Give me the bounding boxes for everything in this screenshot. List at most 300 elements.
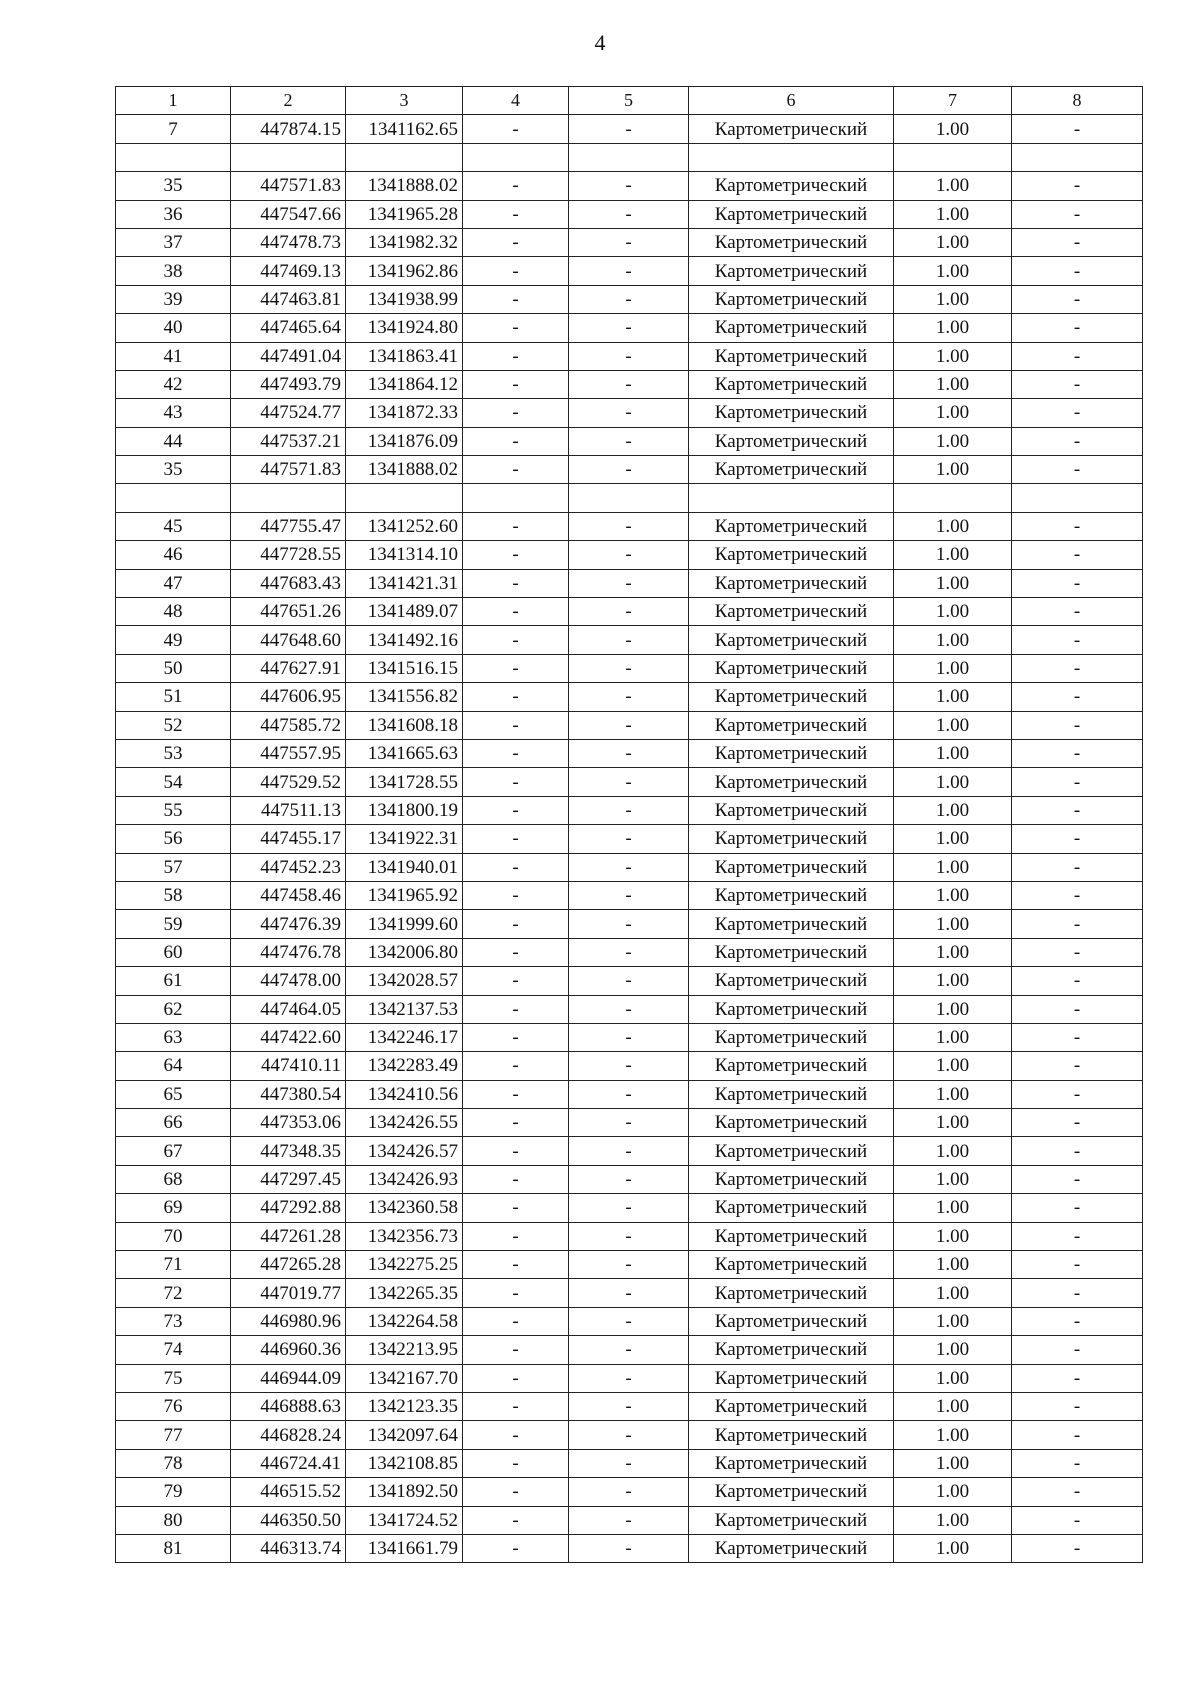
x-coordinate-cell: 446350.50 xyxy=(231,1506,346,1534)
col-4-cell: - xyxy=(463,825,569,853)
col-8-cell: - xyxy=(1012,967,1143,995)
method-cell: Картометрический xyxy=(689,1364,894,1392)
col-8-cell: - xyxy=(1012,512,1143,540)
point-number-cell: 36 xyxy=(116,200,231,228)
y-coordinate-cell: 1341888.02 xyxy=(346,456,463,484)
col-4-cell: - xyxy=(463,626,569,654)
x-coordinate-cell: 447524.77 xyxy=(231,399,346,427)
x-coordinate-cell: 447476.78 xyxy=(231,938,346,966)
col-8-cell: - xyxy=(1012,995,1143,1023)
point-number-cell: 35 xyxy=(116,456,231,484)
col-8-cell: - xyxy=(1012,314,1143,342)
col-8-cell: - xyxy=(1012,1336,1143,1364)
table-row xyxy=(116,399,1143,427)
y-coordinate-cell xyxy=(346,484,463,512)
col-8-cell: - xyxy=(1012,1506,1143,1534)
method-cell: Картометрический xyxy=(689,683,894,711)
method-cell: Картометрический xyxy=(689,1222,894,1250)
col-4-cell: - xyxy=(463,541,569,569)
col-4-cell: - xyxy=(463,314,569,342)
x-coordinate-cell: 447261.28 xyxy=(231,1222,346,1250)
col-5-cell: - xyxy=(569,825,689,853)
accuracy-cell: 1.00 xyxy=(894,456,1012,484)
col-5-cell: - xyxy=(569,938,689,966)
x-coordinate-cell: 447465.64 xyxy=(231,314,346,342)
header-cell-5: 5 xyxy=(569,87,689,115)
table-row xyxy=(116,938,1143,966)
accuracy-cell: 1.00 xyxy=(894,115,1012,143)
col-5-cell: - xyxy=(569,853,689,881)
method-cell: Картометрический xyxy=(689,541,894,569)
x-coordinate-cell: 446960.36 xyxy=(231,1336,346,1364)
table-row xyxy=(116,1052,1143,1080)
col-5-cell: - xyxy=(569,768,689,796)
col-5-cell: - xyxy=(569,456,689,484)
col-5-cell: - xyxy=(569,1506,689,1534)
table-row xyxy=(116,626,1143,654)
col-8-cell: - xyxy=(1012,626,1143,654)
x-coordinate-cell: 446515.52 xyxy=(231,1478,346,1506)
accuracy-cell: 1.00 xyxy=(894,598,1012,626)
point-number-cell: 37 xyxy=(116,228,231,256)
y-coordinate-cell: 1342360.58 xyxy=(346,1194,463,1222)
table-row xyxy=(116,257,1143,285)
table-row xyxy=(116,541,1143,569)
x-coordinate-cell: 447557.95 xyxy=(231,739,346,767)
col-5-cell: - xyxy=(569,1279,689,1307)
header-cell-8: 8 xyxy=(1012,87,1143,115)
col-8-cell: - xyxy=(1012,1137,1143,1165)
y-coordinate-cell: 1342426.55 xyxy=(346,1109,463,1137)
table-row xyxy=(116,796,1143,824)
col-4-cell: - xyxy=(463,1194,569,1222)
accuracy-cell: 1.00 xyxy=(894,1307,1012,1335)
point-number-cell: 58 xyxy=(116,881,231,909)
page-number: 4 xyxy=(594,30,606,55)
col-4-cell: - xyxy=(463,967,569,995)
method-cell: Картометрический xyxy=(689,825,894,853)
col-8-cell: - xyxy=(1012,1109,1143,1137)
table-row xyxy=(116,739,1143,767)
y-coordinate-cell: 1341314.10 xyxy=(346,541,463,569)
accuracy-cell: 1.00 xyxy=(894,1534,1012,1562)
point-number-cell xyxy=(116,484,231,512)
table-row xyxy=(116,115,1143,143)
point-number-cell: 44 xyxy=(116,427,231,455)
y-coordinate-cell xyxy=(346,143,463,171)
col-8-cell: - xyxy=(1012,598,1143,626)
accuracy-cell: 1.00 xyxy=(894,881,1012,909)
x-coordinate-cell xyxy=(231,484,346,512)
col-4-cell: - xyxy=(463,228,569,256)
col-4-cell: - xyxy=(463,1364,569,1392)
table-row xyxy=(116,1137,1143,1165)
col-5-cell: - xyxy=(569,1194,689,1222)
col-8-cell: - xyxy=(1012,1194,1143,1222)
x-coordinate-cell: 447571.83 xyxy=(231,456,346,484)
x-coordinate-cell: 447476.39 xyxy=(231,910,346,938)
table-row xyxy=(116,1364,1143,1392)
x-coordinate-cell: 446313.74 xyxy=(231,1534,346,1562)
col-5-cell: - xyxy=(569,711,689,739)
col-8-cell: - xyxy=(1012,683,1143,711)
method-cell: Картометрический xyxy=(689,910,894,938)
table-row xyxy=(116,967,1143,995)
col-5-cell: - xyxy=(569,881,689,909)
y-coordinate-cell: 1341922.31 xyxy=(346,825,463,853)
accuracy-cell: 1.00 xyxy=(894,1109,1012,1137)
accuracy-cell: 1.00 xyxy=(894,768,1012,796)
table-header-row xyxy=(116,87,1143,115)
col-5-cell: - xyxy=(569,683,689,711)
table-row xyxy=(116,1336,1143,1364)
accuracy-cell: 1.00 xyxy=(894,314,1012,342)
point-number-cell: 38 xyxy=(116,257,231,285)
accuracy-cell: 1.00 xyxy=(894,1364,1012,1392)
y-coordinate-cell: 1342108.85 xyxy=(346,1449,463,1477)
col-5-cell: - xyxy=(569,1165,689,1193)
point-number-cell: 42 xyxy=(116,370,231,398)
y-coordinate-cell: 1341962.86 xyxy=(346,257,463,285)
col-5-cell: - xyxy=(569,1392,689,1420)
col-8-cell xyxy=(1012,143,1143,171)
col-5-cell: - xyxy=(569,314,689,342)
y-coordinate-cell: 1342213.95 xyxy=(346,1336,463,1364)
col-4-cell: - xyxy=(463,1392,569,1420)
col-5-cell: - xyxy=(569,995,689,1023)
accuracy-cell: 1.00 xyxy=(894,739,1012,767)
method-cell: Картометрический xyxy=(689,314,894,342)
y-coordinate-cell: 1342426.93 xyxy=(346,1165,463,1193)
x-coordinate-cell: 447469.13 xyxy=(231,257,346,285)
col-5-cell: - xyxy=(569,1109,689,1137)
header-cell-7: 7 xyxy=(894,87,1012,115)
col-8-cell xyxy=(1012,484,1143,512)
method-cell: Картометрический xyxy=(689,257,894,285)
method-cell: Картометрический xyxy=(689,200,894,228)
y-coordinate-cell: 1341252.60 xyxy=(346,512,463,540)
header-cell-1: 1 xyxy=(116,87,231,115)
point-number-cell: 74 xyxy=(116,1336,231,1364)
col-5-cell: - xyxy=(569,626,689,654)
y-coordinate-cell: 1342006.80 xyxy=(346,938,463,966)
col-4-cell: - xyxy=(463,456,569,484)
col-5-cell xyxy=(569,484,689,512)
x-coordinate-cell: 447353.06 xyxy=(231,1109,346,1137)
x-coordinate-cell: 446888.63 xyxy=(231,1392,346,1420)
method-cell: Картометрический xyxy=(689,626,894,654)
method-cell: Картометрический xyxy=(689,1392,894,1420)
col-8-cell: - xyxy=(1012,1421,1143,1449)
y-coordinate-cell: 1341661.79 xyxy=(346,1534,463,1562)
col-4-cell: - xyxy=(463,1421,569,1449)
col-5-cell: - xyxy=(569,1080,689,1108)
method-cell: Картометрический xyxy=(689,1478,894,1506)
method-cell: Картометрический xyxy=(689,370,894,398)
y-coordinate-cell: 1341608.18 xyxy=(346,711,463,739)
col-8-cell: - xyxy=(1012,456,1143,484)
col-8-cell: - xyxy=(1012,399,1143,427)
col-4-cell: - xyxy=(463,1109,569,1137)
x-coordinate-cell: 447571.83 xyxy=(231,172,346,200)
accuracy-cell xyxy=(894,484,1012,512)
accuracy-cell: 1.00 xyxy=(894,1137,1012,1165)
point-number-cell: 49 xyxy=(116,626,231,654)
method-cell: Картометрический xyxy=(689,1165,894,1193)
point-number-cell: 78 xyxy=(116,1449,231,1477)
table-row xyxy=(116,285,1143,313)
method-cell: Картометрический xyxy=(689,739,894,767)
y-coordinate-cell: 1341162.65 xyxy=(346,115,463,143)
y-coordinate-cell: 1341982.32 xyxy=(346,228,463,256)
y-coordinate-cell: 1342167.70 xyxy=(346,1364,463,1392)
table-row xyxy=(116,342,1143,370)
col-4-cell: - xyxy=(463,796,569,824)
x-coordinate-cell: 447455.17 xyxy=(231,825,346,853)
col-8-cell: - xyxy=(1012,910,1143,938)
accuracy-cell: 1.00 xyxy=(894,1023,1012,1051)
method-cell: Картометрический xyxy=(689,796,894,824)
accuracy-cell: 1.00 xyxy=(894,683,1012,711)
method-cell: Картометрический xyxy=(689,853,894,881)
point-number-cell: 76 xyxy=(116,1392,231,1420)
x-coordinate-cell: 447019.77 xyxy=(231,1279,346,1307)
col-8-cell: - xyxy=(1012,569,1143,597)
col-8-cell: - xyxy=(1012,285,1143,313)
accuracy-cell: 1.00 xyxy=(894,172,1012,200)
col-8-cell: - xyxy=(1012,228,1143,256)
method-cell: Картометрический xyxy=(689,711,894,739)
point-number-cell: 75 xyxy=(116,1364,231,1392)
table-row xyxy=(116,1279,1143,1307)
col-8-cell: - xyxy=(1012,1392,1143,1420)
col-5-cell: - xyxy=(569,1251,689,1279)
accuracy-cell: 1.00 xyxy=(894,569,1012,597)
point-number-cell: 56 xyxy=(116,825,231,853)
accuracy-cell: 1.00 xyxy=(894,399,1012,427)
x-coordinate-cell: 446980.96 xyxy=(231,1307,346,1335)
x-coordinate-cell: 447452.23 xyxy=(231,853,346,881)
table-row xyxy=(116,1421,1143,1449)
point-number-cell: 48 xyxy=(116,598,231,626)
col-5-cell: - xyxy=(569,1449,689,1477)
col-8-cell: - xyxy=(1012,1251,1143,1279)
accuracy-cell: 1.00 xyxy=(894,1392,1012,1420)
table-row xyxy=(116,853,1143,881)
y-coordinate-cell: 1341924.80 xyxy=(346,314,463,342)
col-5-cell: - xyxy=(569,967,689,995)
coordinates-table xyxy=(115,86,1143,1563)
x-coordinate-cell: 447464.05 xyxy=(231,995,346,1023)
col-5-cell: - xyxy=(569,1052,689,1080)
header-cell-6: 6 xyxy=(689,87,894,115)
x-coordinate-cell: 447511.13 xyxy=(231,796,346,824)
y-coordinate-cell: 1341940.01 xyxy=(346,853,463,881)
x-coordinate-cell: 447529.52 xyxy=(231,768,346,796)
table-row xyxy=(116,512,1143,540)
table-row xyxy=(116,768,1143,796)
x-coordinate-cell: 447410.11 xyxy=(231,1052,346,1080)
method-cell: Картометрический xyxy=(689,881,894,909)
point-number-cell: 70 xyxy=(116,1222,231,1250)
accuracy-cell: 1.00 xyxy=(894,1052,1012,1080)
y-coordinate-cell: 1341800.19 xyxy=(346,796,463,824)
y-coordinate-cell: 1342264.58 xyxy=(346,1307,463,1335)
col-5-cell: - xyxy=(569,569,689,597)
point-number-cell: 43 xyxy=(116,399,231,427)
col-5-cell: - xyxy=(569,228,689,256)
col-5-cell: - xyxy=(569,1421,689,1449)
y-coordinate-cell: 1341892.50 xyxy=(346,1478,463,1506)
accuracy-cell: 1.00 xyxy=(894,1449,1012,1477)
method-cell xyxy=(689,143,894,171)
col-4-cell: - xyxy=(463,257,569,285)
point-number-cell: 35 xyxy=(116,172,231,200)
method-cell xyxy=(689,484,894,512)
point-number-cell: 63 xyxy=(116,1023,231,1051)
col-5-cell: - xyxy=(569,1222,689,1250)
point-number-cell: 54 xyxy=(116,768,231,796)
accuracy-cell: 1.00 xyxy=(894,825,1012,853)
col-4-cell: - xyxy=(463,1222,569,1250)
x-coordinate-cell: 446944.09 xyxy=(231,1364,346,1392)
table-row xyxy=(116,881,1143,909)
table-row xyxy=(116,1478,1143,1506)
col-8-cell: - xyxy=(1012,541,1143,569)
method-cell: Картометрический xyxy=(689,654,894,682)
col-4-cell: - xyxy=(463,172,569,200)
y-coordinate-cell: 1341489.07 xyxy=(346,598,463,626)
y-coordinate-cell: 1341872.33 xyxy=(346,399,463,427)
method-cell: Картометрический xyxy=(689,1449,894,1477)
header-cell-4: 4 xyxy=(463,87,569,115)
col-4-cell: - xyxy=(463,1279,569,1307)
x-coordinate-cell xyxy=(231,143,346,171)
col-5-cell: - xyxy=(569,399,689,427)
y-coordinate-cell: 1342265.35 xyxy=(346,1279,463,1307)
method-cell: Картометрический xyxy=(689,399,894,427)
col-8-cell: - xyxy=(1012,853,1143,881)
y-coordinate-cell: 1341556.82 xyxy=(346,683,463,711)
col-8-cell: - xyxy=(1012,654,1143,682)
y-coordinate-cell: 1341965.28 xyxy=(346,200,463,228)
y-coordinate-cell: 1342028.57 xyxy=(346,967,463,995)
table-row xyxy=(116,314,1143,342)
x-coordinate-cell: 447683.43 xyxy=(231,569,346,597)
x-coordinate-cell: 447478.00 xyxy=(231,967,346,995)
accuracy-cell: 1.00 xyxy=(894,541,1012,569)
col-8-cell: - xyxy=(1012,427,1143,455)
accuracy-cell: 1.00 xyxy=(894,967,1012,995)
method-cell: Картометрический xyxy=(689,1080,894,1108)
point-number-cell: 52 xyxy=(116,711,231,739)
table-row xyxy=(116,228,1143,256)
table-row xyxy=(116,995,1143,1023)
method-cell: Картометрический xyxy=(689,1194,894,1222)
point-number-cell: 77 xyxy=(116,1421,231,1449)
point-number-cell: 72 xyxy=(116,1279,231,1307)
method-cell: Картометрический xyxy=(689,228,894,256)
y-coordinate-cell: 1341863.41 xyxy=(346,342,463,370)
col-5-cell: - xyxy=(569,1534,689,1562)
table-row xyxy=(116,1194,1143,1222)
y-coordinate-cell: 1341665.63 xyxy=(346,739,463,767)
accuracy-cell: 1.00 xyxy=(894,228,1012,256)
x-coordinate-cell: 447292.88 xyxy=(231,1194,346,1222)
x-coordinate-cell: 447728.55 xyxy=(231,541,346,569)
col-4-cell: - xyxy=(463,654,569,682)
point-number-cell: 71 xyxy=(116,1251,231,1279)
method-cell: Картометрический xyxy=(689,967,894,995)
col-4-cell xyxy=(463,143,569,171)
col-8-cell: - xyxy=(1012,1449,1143,1477)
col-4-cell: - xyxy=(463,285,569,313)
point-number-cell: 60 xyxy=(116,938,231,966)
col-4-cell: - xyxy=(463,399,569,427)
x-coordinate-cell: 447585.72 xyxy=(231,711,346,739)
col-8-cell: - xyxy=(1012,938,1143,966)
table-row xyxy=(116,1165,1143,1193)
table-row xyxy=(116,1392,1143,1420)
col-4-cell: - xyxy=(463,739,569,767)
point-number-cell: 65 xyxy=(116,1080,231,1108)
accuracy-cell: 1.00 xyxy=(894,1165,1012,1193)
accuracy-cell: 1.00 xyxy=(894,1251,1012,1279)
accuracy-cell: 1.00 xyxy=(894,1194,1012,1222)
col-5-cell: - xyxy=(569,427,689,455)
accuracy-cell: 1.00 xyxy=(894,711,1012,739)
table-row xyxy=(116,683,1143,711)
col-8-cell: - xyxy=(1012,1222,1143,1250)
col-4-cell: - xyxy=(463,1023,569,1051)
col-4-cell: - xyxy=(463,370,569,398)
table-row xyxy=(116,1222,1143,1250)
table-row xyxy=(116,654,1143,682)
y-coordinate-cell: 1341888.02 xyxy=(346,172,463,200)
table-row xyxy=(116,1307,1143,1335)
col-8-cell: - xyxy=(1012,1023,1143,1051)
y-coordinate-cell: 1342246.17 xyxy=(346,1023,463,1051)
col-8-cell: - xyxy=(1012,1165,1143,1193)
x-coordinate-cell: 447547.66 xyxy=(231,200,346,228)
col-4-cell: - xyxy=(463,683,569,711)
y-coordinate-cell: 1341724.52 xyxy=(346,1506,463,1534)
x-coordinate-cell: 447265.28 xyxy=(231,1251,346,1279)
x-coordinate-cell: 447537.21 xyxy=(231,427,346,455)
table-row xyxy=(116,1251,1143,1279)
x-coordinate-cell: 447380.54 xyxy=(231,1080,346,1108)
col-8-cell: - xyxy=(1012,1364,1143,1392)
point-number-cell: 55 xyxy=(116,796,231,824)
y-coordinate-cell: 1342137.53 xyxy=(346,995,463,1023)
table-row xyxy=(116,456,1143,484)
method-cell: Картометрический xyxy=(689,1251,894,1279)
point-number-cell: 64 xyxy=(116,1052,231,1080)
col-8-cell: - xyxy=(1012,257,1143,285)
y-coordinate-cell: 1341728.55 xyxy=(346,768,463,796)
table-row xyxy=(116,825,1143,853)
point-number-cell: 59 xyxy=(116,910,231,938)
method-cell: Картометрический xyxy=(689,342,894,370)
table-row xyxy=(116,711,1143,739)
y-coordinate-cell: 1342426.57 xyxy=(346,1137,463,1165)
method-cell: Картометрический xyxy=(689,285,894,313)
col-4-cell: - xyxy=(463,881,569,909)
point-number-cell xyxy=(116,143,231,171)
col-4-cell: - xyxy=(463,1307,569,1335)
y-coordinate-cell: 1341421.31 xyxy=(346,569,463,597)
accuracy-cell: 1.00 xyxy=(894,427,1012,455)
